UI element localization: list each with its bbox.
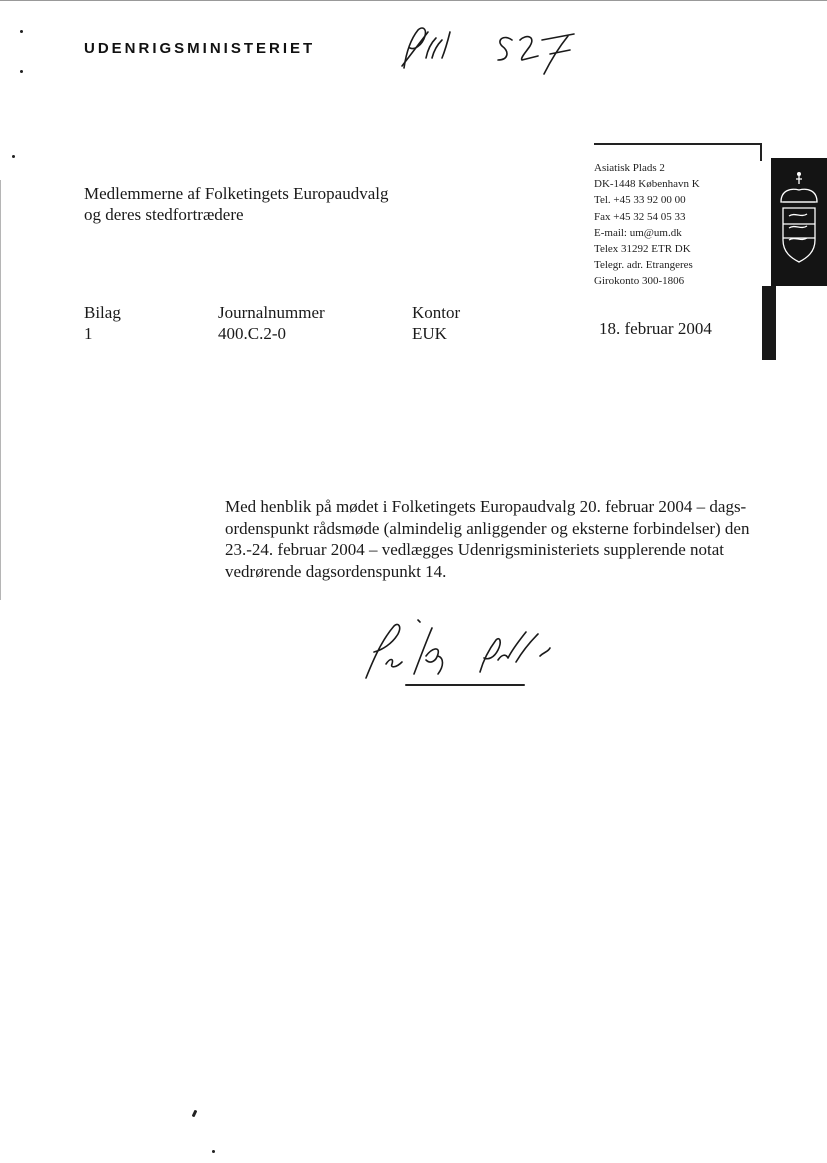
handwritten-reference-stamp — [392, 18, 592, 80]
scan-speck — [12, 155, 15, 158]
sender-address — [594, 160, 700, 290]
journal-column — [218, 302, 325, 344]
scan-top-edge — [0, 0, 827, 1]
body-line: ordenspunkt rådsmøde (almindelig anliggender og eksterne forbindelser) den — [225, 518, 750, 538]
signature-underline — [405, 684, 525, 686]
bilag-column — [84, 302, 121, 344]
recipient-block — [84, 183, 389, 225]
address-line: Telegr. adr. Etrangeres — [594, 259, 693, 272]
address-line: Telex 31292 ETR DK — [594, 243, 691, 256]
letter-date: 18. februar 2004 — [599, 319, 712, 338]
kontor-column — [412, 302, 460, 344]
crest-strip — [762, 286, 776, 360]
address-line: Girokonto 300-1806 — [594, 275, 685, 288]
address-line: Asiatisk Plads 2 — [594, 162, 665, 174]
scan-speck — [212, 1150, 215, 1153]
body-line: vedrørende dagsordenspunkt 14. — [225, 561, 447, 581]
letter-body — [225, 496, 765, 582]
ministry-name: UDENRIGSMINISTERIET — [84, 40, 316, 57]
kontor-value: EUK — [412, 324, 447, 343]
journal-value: 400.C.2-0 — [218, 324, 286, 343]
scan-left-edge — [0, 180, 1, 600]
journal-label: Journalnummer — [218, 303, 325, 322]
address-divider — [594, 143, 760, 145]
body-line: Med henblik på mødet i Folketingets Europaudvalg 20. februar 2004 – dags- — [225, 497, 747, 516]
address-line: E-mail: um@um.dk — [594, 226, 682, 239]
address-line: DK-1448 København K — [594, 178, 700, 191]
scan-speck — [20, 70, 23, 73]
bilag-label: Bilag — [84, 303, 121, 322]
scan-speck — [192, 1110, 198, 1118]
handwritten-signature — [360, 612, 560, 684]
bilag-value: 1 — [84, 324, 93, 343]
kontor-label: Kontor — [412, 303, 461, 322]
scan-speck — [20, 30, 23, 33]
royal-crest-logo — [771, 158, 827, 286]
address-divider-tick — [760, 143, 762, 161]
address-line: Fax +45 32 54 05 33 — [594, 210, 686, 223]
address-line: Tel. +45 33 92 00 00 — [594, 194, 686, 207]
body-line: 23.-24. februar 2004 – vedlægges Udenrigsministeriets supplerende notat — [225, 540, 725, 559]
crest-icon — [771, 158, 827, 286]
recipient-line: Medlemmerne af Folketingets Europaudvalg — [84, 184, 389, 203]
recipient-line: og deres stedfortrædere — [84, 205, 244, 224]
